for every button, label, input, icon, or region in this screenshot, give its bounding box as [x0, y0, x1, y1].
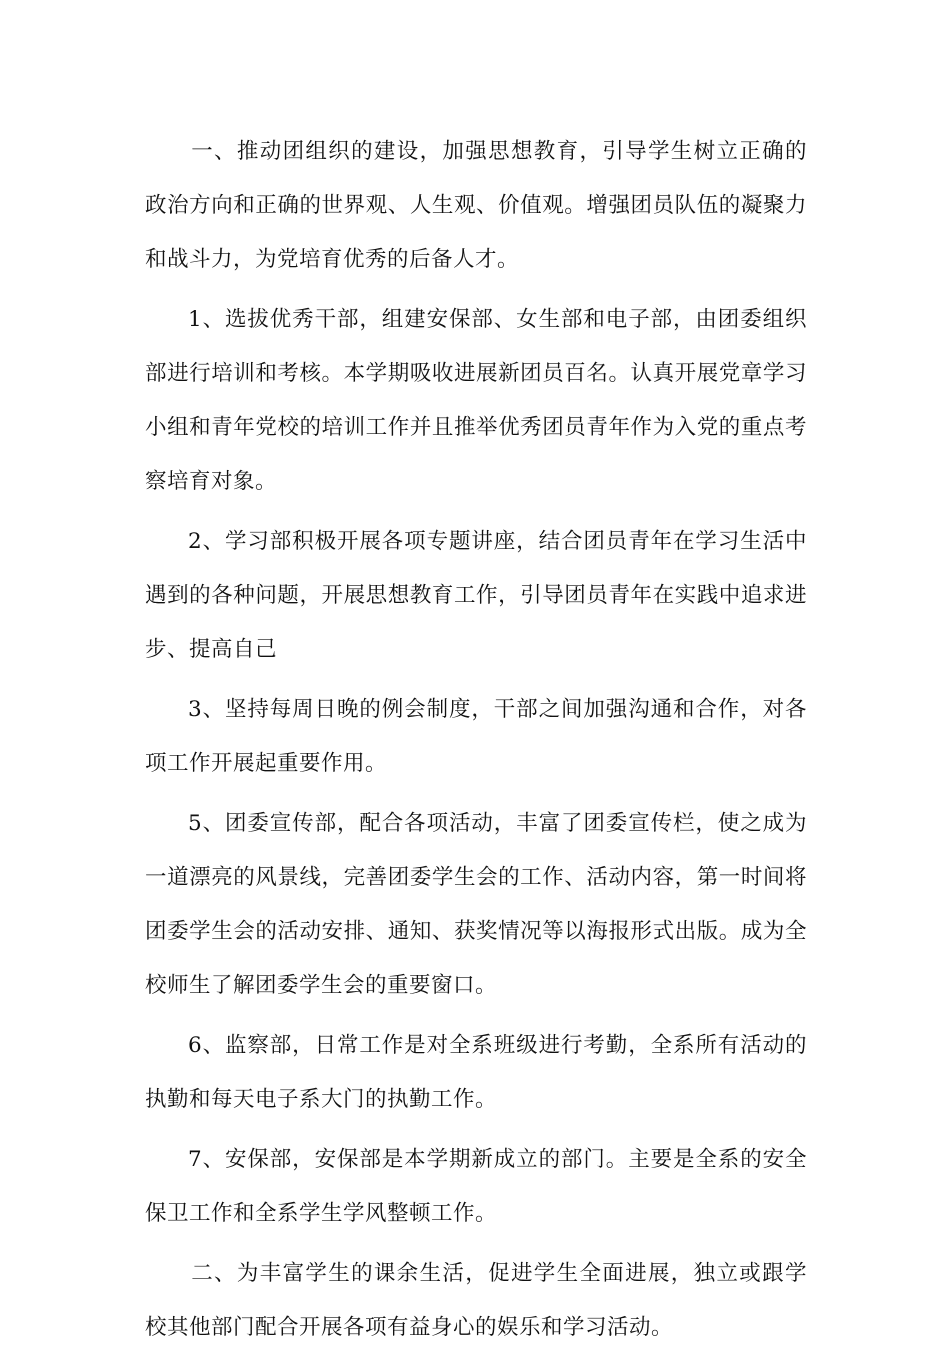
paragraph-item-3: 3、坚持每周日晚的例会制度，干部之间加强沟通和合作，对各项工作开展起重要作用。 [145, 697, 807, 776]
paragraph-item-1: 1、选拔优秀干部，组建安保部、女生部和电子部，由团委组织部进行培训和考核。本学期吸收进展新团员百名。认真开展党章学习小组和青年党校的培训工作并且推举优秀团员青年作为入党的重点考察培育对象。 [145, 307, 807, 494]
document-body [145, 125, 807, 1361]
paragraph-item-6: 6、监察部，日常工作是对全系班级进行考勤，全系所有活动的执勤和每天电子系大门的执勤工作。 [145, 1033, 807, 1112]
section-heading-1: 一、推动团组织的建设，加强思想教育，引导学生树立正确的政治方向和正确的世界观、人生观、价值观。增强团员队伍的凝聚力和战斗力，为党培育优秀的后备人才。 [145, 139, 807, 272]
paragraph-item-7: 7、安保部，安保部是本学期新成立的部门。主要是全系的安全保卫工作和全系学生学风整顿工作。 [145, 1147, 807, 1226]
paragraph-item-2: 2、学习部积极开展各项专题讲座，结合团员青年在学习生活中遇到的各种问题，开展思想教育工作，引导团员青年在实践中追求进步、提高自己 [145, 529, 807, 662]
section-heading-2: 二、为丰富学生的课余生活，促进学生全面进展，独立或跟学校其他部门配合开展各项有益身心的娱乐和学习活动。 [145, 1261, 807, 1340]
paragraph-item-5: 5、团委宣传部，配合各项活动，丰富了团委宣传栏，使之成为一道漂亮的风景线，完善团委学生会的工作、活动内容，第一时间将团委学生会的活动安排、通知、获奖情况等以海报形式出版。成为全校师生了解团委学生会的重要窗口。 [145, 811, 807, 998]
